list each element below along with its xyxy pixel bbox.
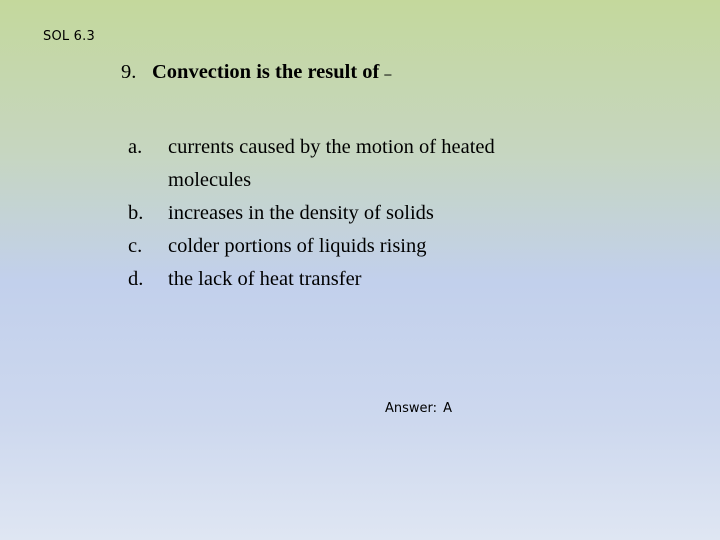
answer-choices <box>128 131 568 296</box>
question-text: Convection is the result of <box>152 61 380 83</box>
question-dash: – <box>384 67 392 82</box>
question <box>121 61 391 84</box>
choice-text: the lack of heat transfer <box>168 268 362 290</box>
choice-letter: a. <box>128 136 143 158</box>
choice-text: colder portions of liquids rising <box>168 235 427 257</box>
choice-b <box>128 197 568 230</box>
choice-c <box>128 230 568 263</box>
answer-text: Answer: A <box>385 401 453 416</box>
choice-letter: d. <box>128 268 144 290</box>
question-number: 9. <box>121 61 137 83</box>
choice-letter: b. <box>128 202 144 224</box>
choice-text: increases in the density of solids <box>168 202 434 224</box>
choice-text: currents caused by the motion of heated molecules <box>168 136 495 191</box>
choice-d <box>128 263 568 296</box>
choice-letter: c. <box>128 235 143 257</box>
choice-a <box>128 131 568 197</box>
sol-label: SOL 6.3 <box>43 29 95 44</box>
